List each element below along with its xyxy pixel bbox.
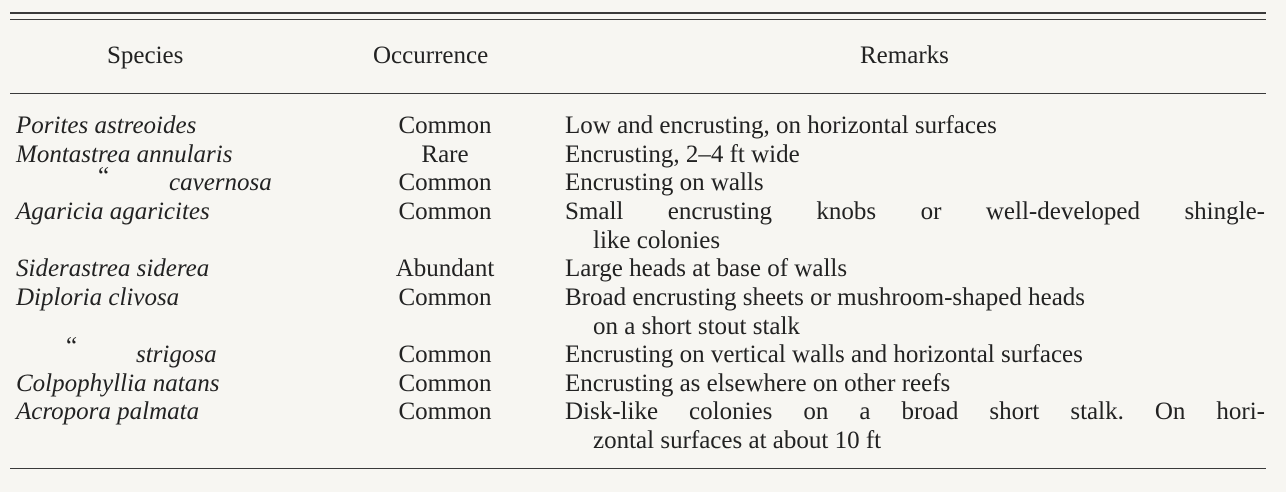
species-name: Montastrea annularis <box>16 141 233 168</box>
remarks-text <box>565 111 1265 140</box>
remarks-text <box>565 397 1265 455</box>
header-species: Species <box>107 42 184 69</box>
top-rule-upper <box>10 12 1266 14</box>
remarks-continuation: like colonies <box>593 227 721 254</box>
species-name: Acropora palmata <box>16 398 200 425</box>
remarks-line: Small encrusting knobs or well-developed shingle- <box>565 198 1265 225</box>
species-name: Siderastrea siderea <box>16 255 210 282</box>
remarks-text <box>565 283 1265 341</box>
remarks-text <box>565 168 1265 197</box>
occurrence-value: Common <box>398 112 492 139</box>
remarks-text <box>565 254 1265 283</box>
species-name: Agaricia agaricites <box>16 198 210 225</box>
occurrence-value: Common <box>398 169 492 196</box>
remarks-line: Encrusting, 2–4 ft wide <box>565 141 800 168</box>
species-epithet: cavernosa <box>169 169 272 196</box>
occurrence-value: Common <box>398 284 492 311</box>
occurrence-value: Common <box>398 198 492 225</box>
remarks-text <box>565 340 1265 369</box>
remarks-line: Encrusting on vertical walls and horizontal surfaces <box>565 341 1083 368</box>
occurrence-value: Abundant <box>395 255 495 282</box>
remarks-text <box>565 197 1265 255</box>
remarks-line: Low and encrusting, on horizontal surfaces <box>565 112 997 139</box>
occurrence-value: Common <box>398 370 492 397</box>
remarks-line: Encrusting on walls <box>565 169 764 196</box>
header-remarks: Remarks <box>860 42 949 69</box>
species-name: Colpophyllia natans <box>16 370 220 397</box>
occurrence-value: Common <box>398 398 492 425</box>
remarks-line: Disk-like colonies on a broad short stalk. On hori- <box>565 398 1265 425</box>
remarks-continuation: on a short stout stalk <box>593 313 800 340</box>
species-name: Porites astreoides <box>16 112 197 139</box>
occurrence-value: Rare <box>421 141 469 168</box>
species-epithet: strigosa <box>136 341 217 368</box>
header-rule <box>10 93 1266 94</box>
header-occurrence: Occurrence <box>373 42 489 69</box>
species-name: Diploria clivosa <box>16 284 180 311</box>
remarks-text <box>565 140 1265 169</box>
top-rule-lower <box>10 19 1266 20</box>
remarks-continuation: zontal surfaces at about 10 ft <box>593 427 882 454</box>
remarks-text <box>565 369 1265 398</box>
remarks-line: Broad encrusting sheets or mushroom-shaped heads <box>565 284 1086 311</box>
remarks-line: Encrusting as elsewhere on other reefs <box>565 370 951 397</box>
bottom-rule <box>10 468 1266 469</box>
occurrence-value: Common <box>398 341 492 368</box>
remarks-line: Large heads at base of walls <box>565 255 848 282</box>
